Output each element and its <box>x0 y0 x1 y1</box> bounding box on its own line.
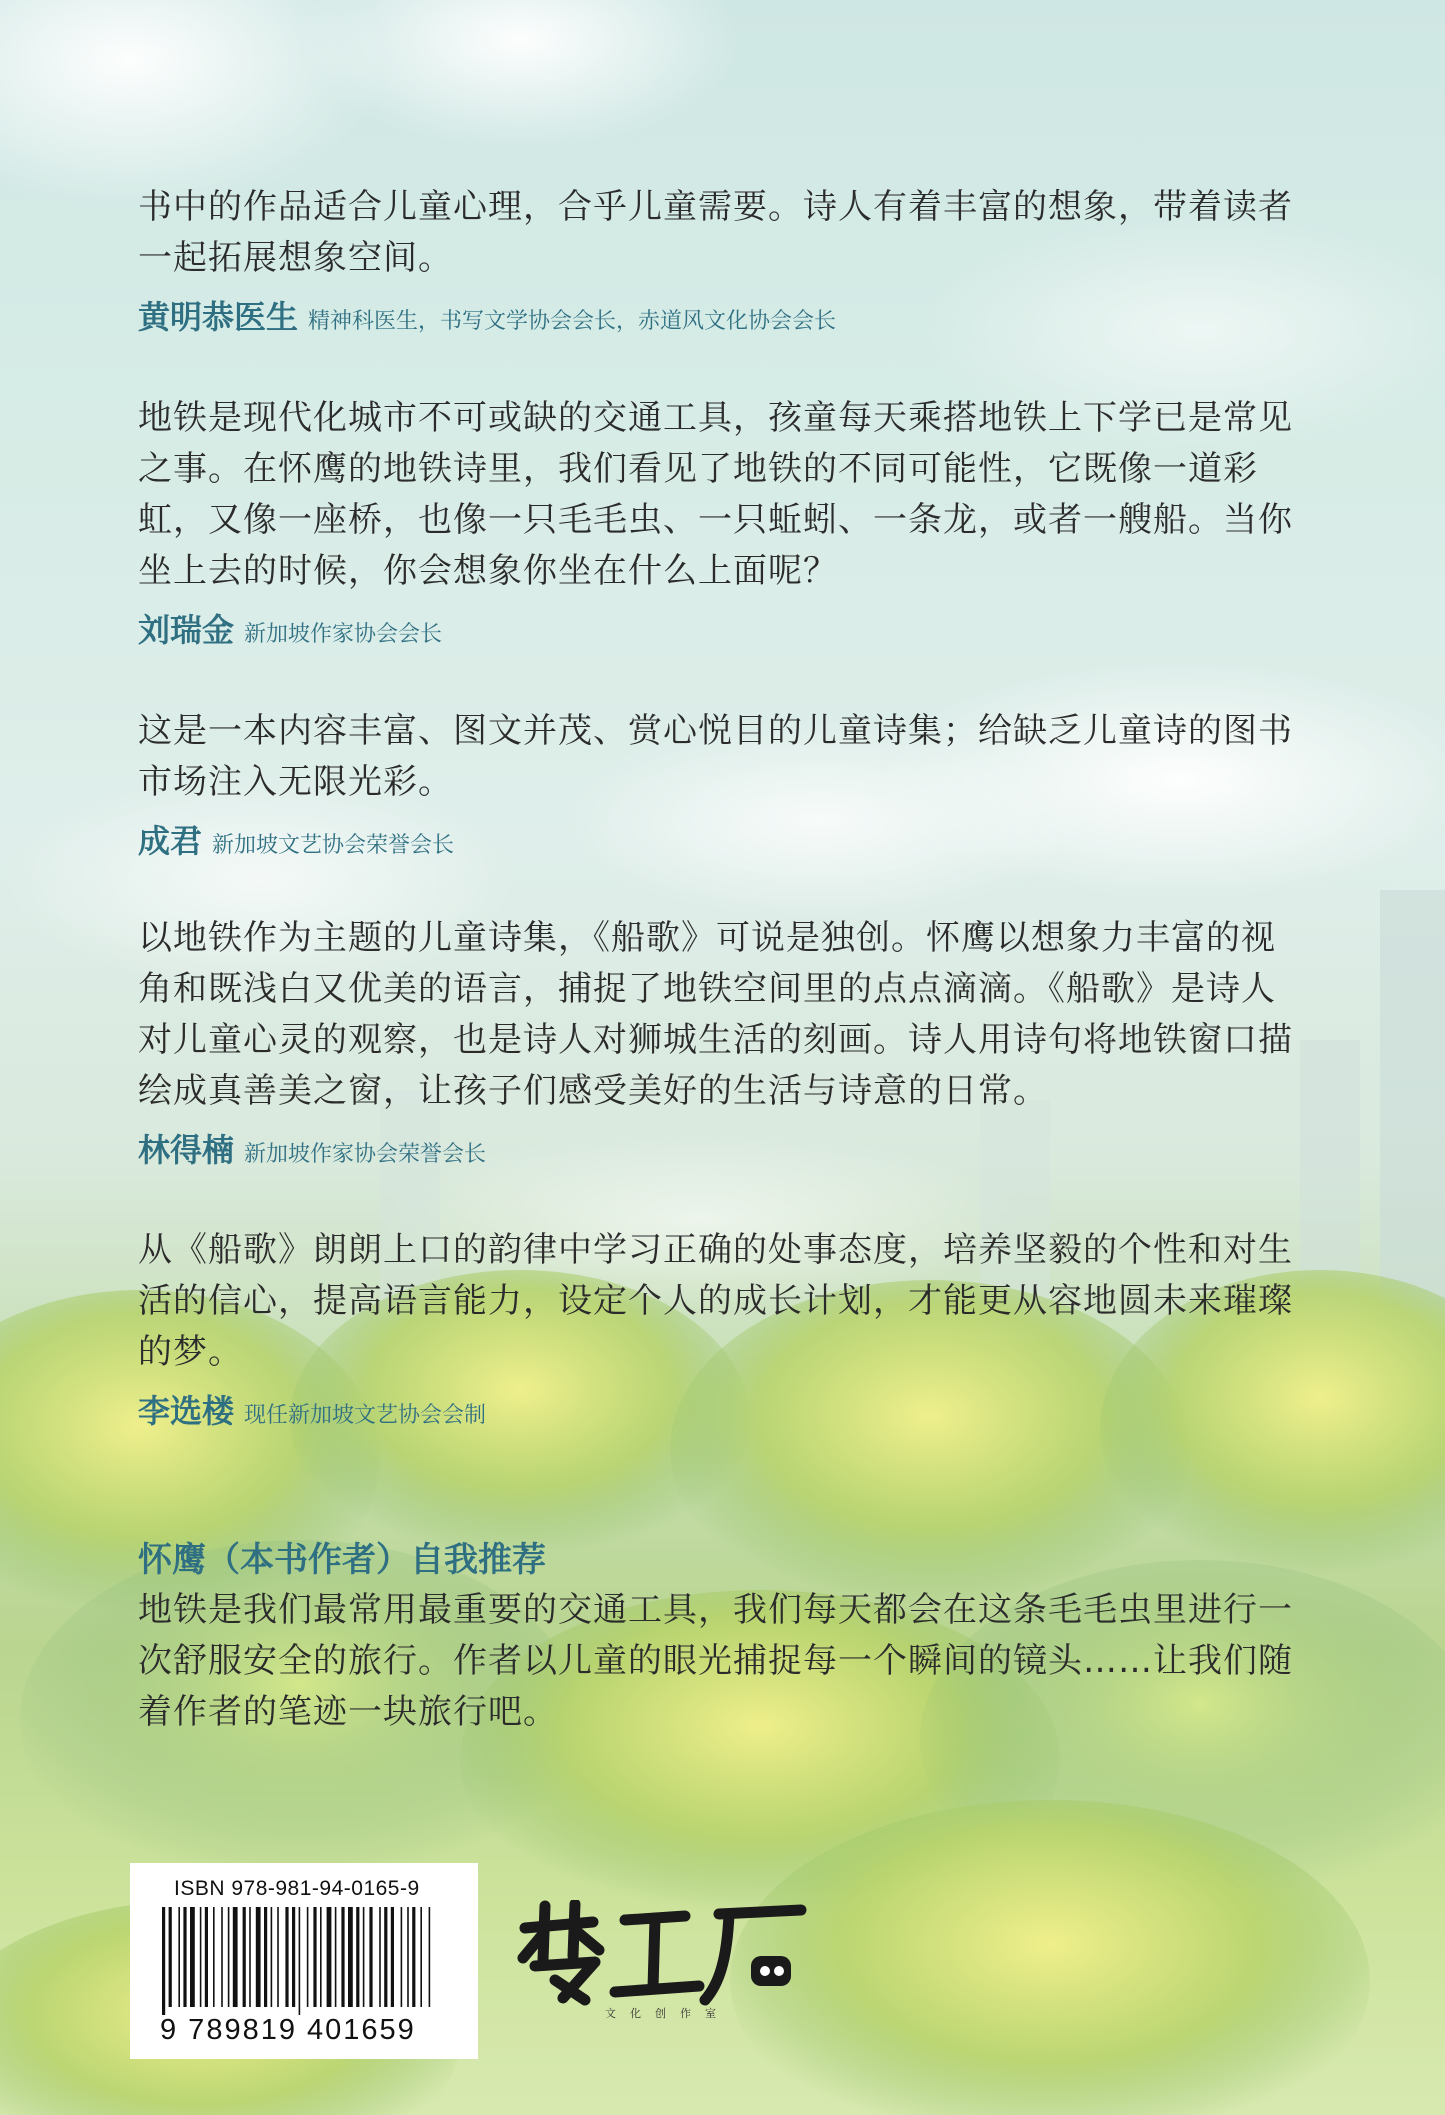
blurb-quote: 以地铁作为主题的儿童诗集，《船歌》可说是独创。怀鹰以想象力丰富的视角和既浅白又优美的语言，捕捉了地铁空间里的点点滴滴。《船歌》是诗人对儿童心灵的观察，也是诗人对狮城生活的刻画。诗人用诗句将地铁窗口描绘成真善美之窗，让孩子们感受美好的生活与诗意的日常。 <box>138 918 1293 1111</box>
endorser-name: 黄明恭医生 <box>138 298 299 336</box>
barcode-bar <box>341 1907 344 2007</box>
barcode-bar <box>335 1907 337 2007</box>
barcode-bar <box>407 1907 409 2007</box>
blurb-attribution <box>138 605 1308 651</box>
blurb-quote: 书中的作品适合儿童心理，合乎儿童需要。诗人有着丰富的想象，带着读者一起拓展想象空间。 <box>138 187 1293 278</box>
barcode-bar <box>277 1907 279 2007</box>
blurb-attribution <box>138 816 1308 862</box>
blurb-4 <box>138 913 1308 1171</box>
barcode-bar <box>320 1907 322 2007</box>
blurb-3 <box>138 706 1308 862</box>
barcode-bar <box>285 1907 288 2007</box>
barcode-bar <box>213 1907 215 2007</box>
barcode-bar <box>178 1907 180 2007</box>
barcode-bar <box>391 1907 394 2007</box>
endorser-name: 刘瑞金 <box>138 611 235 649</box>
author-heading: 怀鹰（本书作者）自我推荐 <box>138 1540 546 1580</box>
barcode-bar <box>348 1907 353 2007</box>
barcode-bar <box>369 1907 372 2007</box>
barcode-bar <box>401 1907 403 2007</box>
barcode-bar <box>429 1907 431 2007</box>
barcode-bar <box>243 1907 246 2007</box>
endorser-name: 成君 <box>138 822 203 860</box>
barcode-bar <box>420 1907 422 2007</box>
blurb-quote: 这是一本内容丰富、图文并茂、赏心悦目的儿童诗集；给缺乏儿童诗的图书市场注入无限光彩。 <box>138 711 1293 802</box>
barcode-bar <box>256 1907 261 2007</box>
barcode-bar <box>228 1907 230 2007</box>
barcode-bar <box>327 1907 332 2007</box>
barcode-bar <box>384 1907 387 2007</box>
endorser-name: 林得楠 <box>138 1131 235 1169</box>
barcode-bar <box>200 1907 202 2007</box>
endorser-title: 现任新加坡文艺协会会制 <box>244 1403 487 1428</box>
endorser-title: 新加坡作家协会荣誉会长 <box>244 1142 487 1167</box>
endorser-title: 新加坡文艺协会荣誉会长 <box>212 833 455 858</box>
blurb-5 <box>138 1225 1308 1432</box>
barcode-bar <box>249 1907 251 2007</box>
barcode-bar <box>307 1907 309 2007</box>
barcode-digits: 9 789819 401659 <box>160 2014 416 2046</box>
blurb-attribution <box>138 1386 1308 1432</box>
author-recommendation <box>138 1535 1308 1738</box>
barcode-bar <box>292 1907 295 2007</box>
blurb-quote: 地铁是现代化城市不可或缺的交通工具，孩童每天乘搭地铁上下学已是常见之事。在怀鹰的地铁诗里，我们看见了地铁的不同可能性，它既像一道彩虹，又像一座桥，也像一只毛毛虫、一只蚯蚓、一条龙，或者一艘船。当你坐上去的时候，你会想象你坐在什么上面呢？ <box>138 398 1293 591</box>
endorser-title: 精神科医生，书写文学协会会长，赤道风文化协会会长 <box>308 309 837 334</box>
barcode-bars <box>158 1907 450 2017</box>
publisher-logo-mark <box>515 1900 815 2010</box>
barcode-bar <box>363 1907 365 2007</box>
blurb-2 <box>138 393 1308 651</box>
isbn-barcode <box>130 1863 478 2059</box>
barcode-bar <box>299 1907 301 2015</box>
blurb-1 <box>138 182 1308 338</box>
barcode-bar <box>412 1907 415 2007</box>
barcode-bar <box>190 1907 195 2007</box>
barcode-bar <box>264 1907 267 2007</box>
barcode-bar <box>313 1907 316 2007</box>
barcode-bar <box>205 1907 208 2007</box>
isbn-label: ISBN 978-981-94-0165-9 <box>174 1877 420 1900</box>
barcode-bar <box>183 1907 186 2007</box>
publisher-tagline: 文化创作室 <box>605 2007 730 2020</box>
barcode-bar <box>233 1907 238 2007</box>
endorser-name: 李选楼 <box>138 1392 235 1430</box>
author-text: 地铁是我们最常用最重要的交通工具，我们每天都会在这条毛毛虫里进行一次舒服安全的旅行。作者以儿童的眼光捕捉每一个瞬间的镜头……让我们随着作者的笔迹一块旅行吧。 <box>138 1590 1293 1732</box>
barcode-bar <box>271 1907 273 2007</box>
barcode-bar <box>356 1907 359 2007</box>
endorser-title: 新加坡作家协会会长 <box>244 622 443 647</box>
barcode-bar <box>379 1907 381 2007</box>
publisher-logo <box>515 1900 815 2040</box>
blurb-quote: 从《船歌》朗朗上口的韵律中学习正确的处事态度，培养坚毅的个性和对生活的信心，提高语言能力，设定个人的成长计划，才能更从容地圆未来璀璨的梦。 <box>138 1230 1293 1372</box>
blurb-attribution <box>138 1125 1308 1171</box>
barcode-bar <box>162 1907 165 2015</box>
barcode-bar <box>169 1907 172 2007</box>
barcode-bar <box>221 1907 223 2007</box>
blurb-attribution <box>138 292 1308 338</box>
